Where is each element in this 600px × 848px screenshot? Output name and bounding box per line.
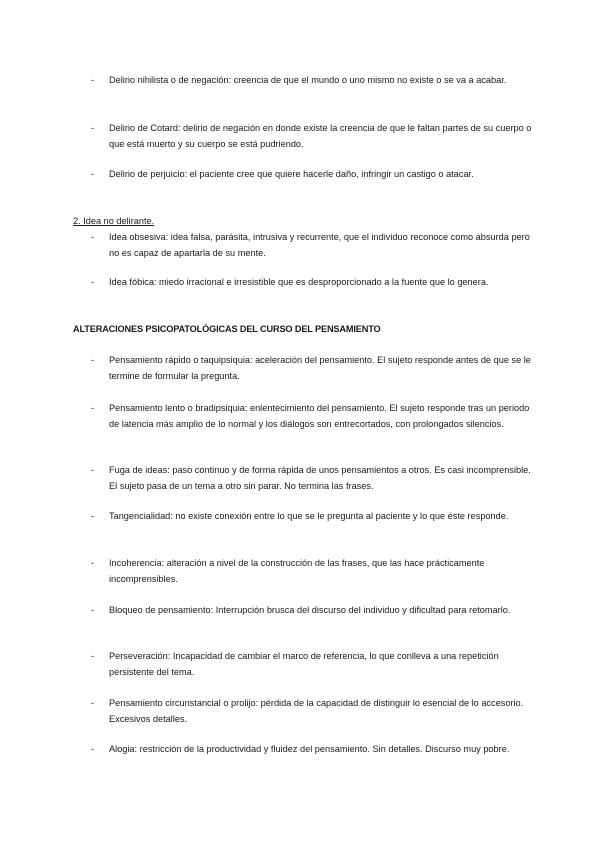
list-dash: - [91, 277, 95, 287]
list-item-text: Alogia: restricción de la productividad y fluidez del pensamiento. Sin detalles. Discurso muy pobre. [109, 744, 510, 754]
list-dash: - [91, 403, 95, 413]
list-dash: - [91, 698, 95, 708]
list-item-text: Incoherencia: alteración a nivel de la construcción de las frases, que las hace prácticamente incomprensibles. [109, 558, 485, 585]
section-heading-idea-no-delirante: 2. Idea no delirante. [73, 216, 155, 226]
list-dash: - [91, 75, 95, 85]
list-dash: - [91, 232, 95, 242]
list-item-text: Idea obsesiva: idea falsa, parásita, intrusiva y recurrente, que el individuo reconoce como absurda pero no es capaz de apartarla de su mente. [109, 232, 530, 259]
list-item-text: Fuga de ideas: paso continuo y de forma rápida de unos pensamientos a otros. Es casi incomprensible. El sujeto pasa de un tema a otro sin parar. No termina las frases. [109, 465, 531, 492]
list-dash: - [91, 605, 95, 615]
list-dash: - [91, 355, 95, 365]
list-dash: - [91, 744, 95, 754]
list-dash: - [91, 123, 95, 133]
list-dash: - [91, 558, 95, 568]
list-item-text: Pensamiento circunstancial o prolijo: pérdida de la capacidad de distinguir lo esencial de lo accesorio. Excesivos detalles. [109, 698, 524, 725]
list-item-text: Pensamiento rápido o taquipsiquia: aceleración del pensamiento. El sujeto responde antes de que se le termine de formular la pregunta. [109, 355, 531, 382]
section-heading-alteraciones: ALTERACIONES PSICOPATOLÓGICAS DEL CURSO DEL PENSAMIENTO [73, 324, 381, 334]
list-dash: - [91, 651, 95, 661]
list-dash: - [91, 511, 95, 521]
list-item-text: Delirio de perjuicio: el paciente cree que quiere hacerle daño, infringir un castigo o atacar. [109, 169, 474, 179]
list-item-text: Idea fóbica: miedo irracional e irresistible que es desproporcionado a la fuente que lo genera. [109, 277, 489, 287]
list-dash: - [91, 465, 95, 475]
list-item-text: Tangencialidad: no existe conexión entre lo que se le pregunta al paciente y lo que éste responde. [109, 511, 509, 521]
list-item-text: Perseveración: Incapacidad de cambiar el marco de referencia, lo que conlleva a una repetición persistente del tema. [109, 651, 499, 678]
list-item-text: Bloqueo de pensamiento: Interrupción brusca del discurso del individuo y dificultad para retomarlo. [109, 605, 511, 615]
list-dash: - [91, 169, 95, 179]
list-item-text: Delirio de Cotard: delirio de negación en donde existe la creencia de que le faltan partes de su cuerpo o que está muerto y su cuerpo se está pudriendo. [109, 123, 532, 150]
list-item-text: Pensamiento lento o bradipsiquia: enlentecimiento del pensamiento. El sujeto responde tras un periodo de latencia más amplio de lo normal y los diálogos son entrecortados, con prolongados silencios. [109, 403, 530, 430]
list-item-text: Delirio nihilista o de negación: creencia de que el mundo o uno mismo no existe o se va a acabar. [109, 75, 507, 85]
